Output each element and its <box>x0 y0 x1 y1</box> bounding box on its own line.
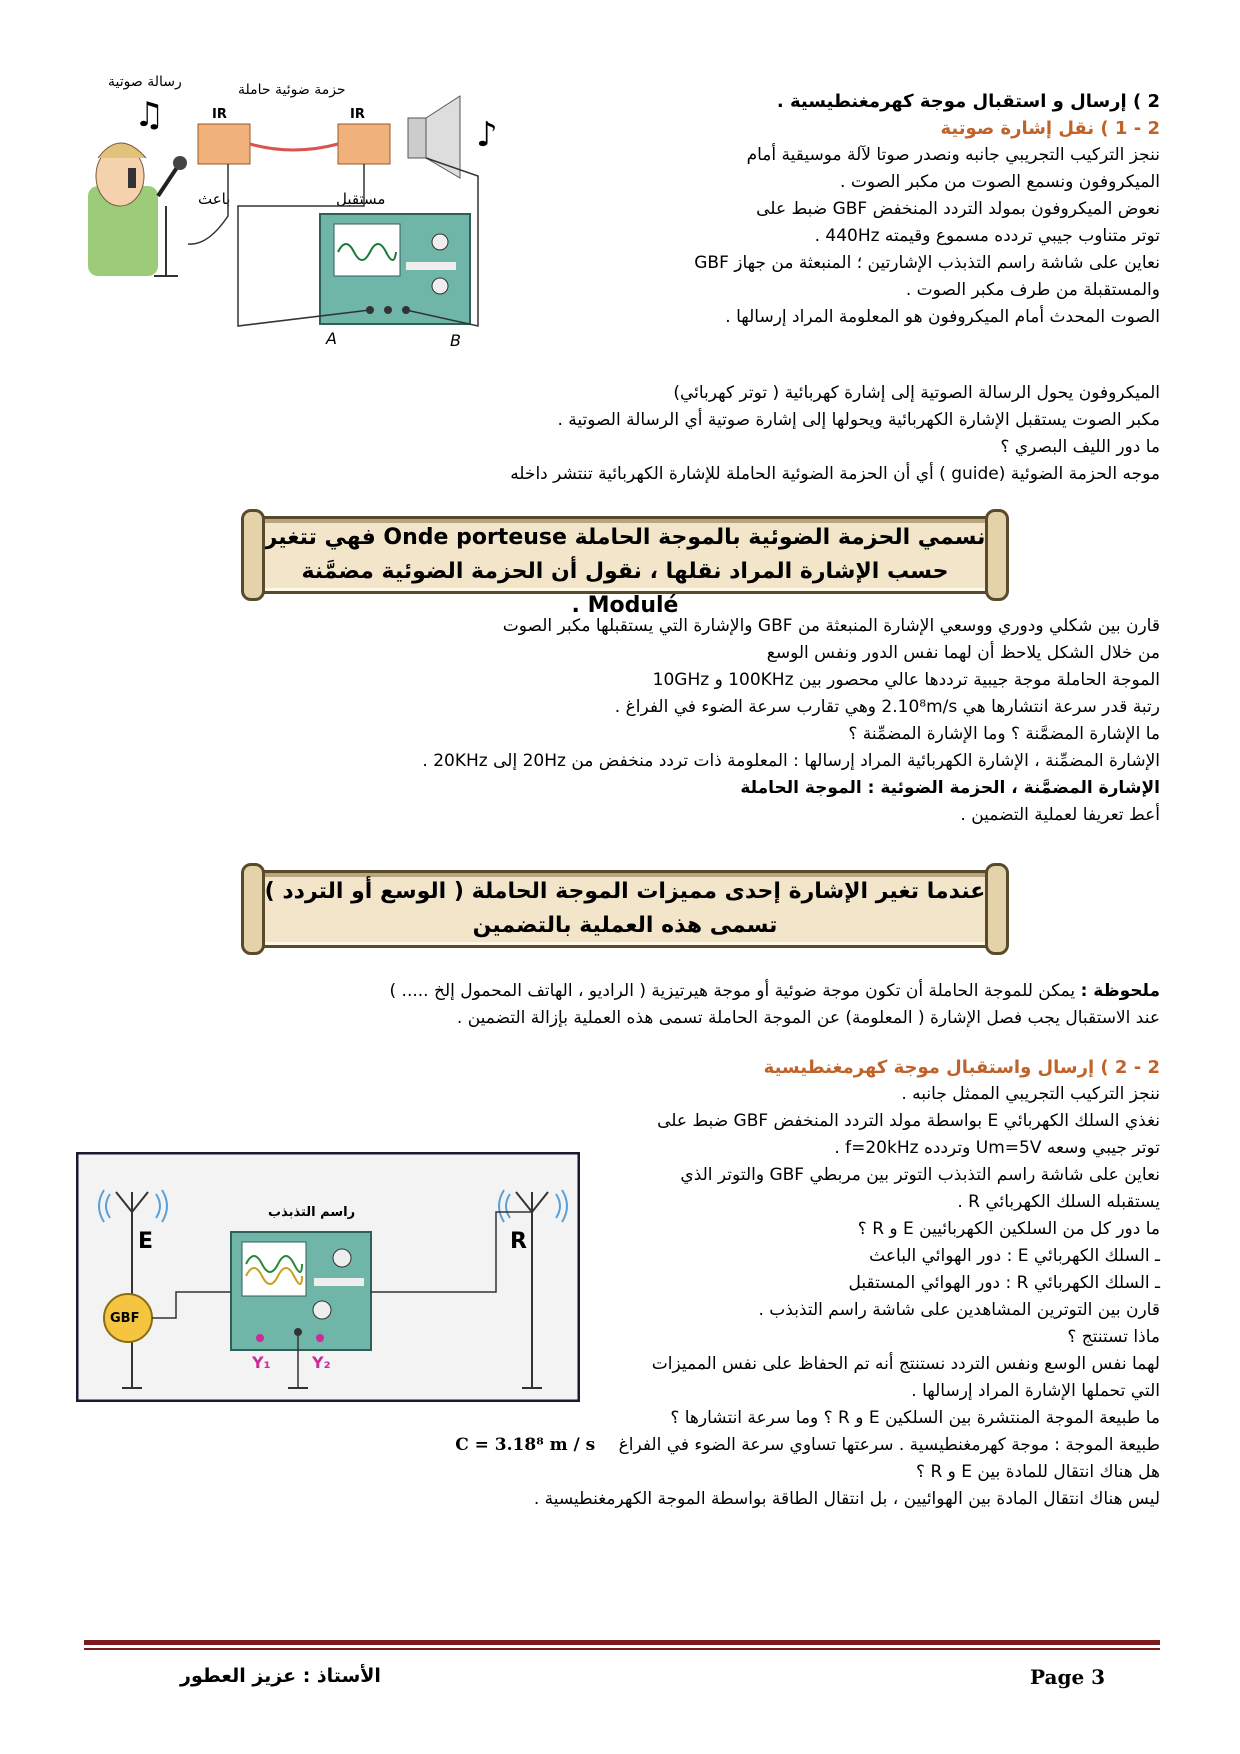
section3-line: ـ السلك الكهربائي R : دور الهوائي المستقبل <box>848 1273 1160 1293</box>
label-gbf: GBF <box>110 1311 140 1326</box>
section3-line: هل هناك انتقال للمادة بين E و R ؟ <box>916 1462 1160 1482</box>
definition-box-carrier <box>254 516 996 618</box>
section1-line: الميكروفون ونسمع الصوت من مكبر الصوت . <box>840 172 1160 192</box>
section1-line: توتر متناوب جيبي تردده مسموع وقيمته 440Hz . <box>814 226 1160 246</box>
box2-line1: عندما تغير الإشارة إحدى مميزات الموجة الحاملة ( الوسع أو التردد ) <box>264 879 986 904</box>
section1-title: 2 ) إرسال و استقبال موجة كهرمغنطيسية . <box>776 91 1160 112</box>
footer-author: الأستاذ : عزيز العطور <box>180 1665 381 1687</box>
section2-line: ما الإشارة المضمَّنة ؟ وما الإشارة المضمِّنة ؟ <box>848 724 1160 744</box>
label-message: رسالة صوتية <box>108 74 182 90</box>
section3-speed-text: طبيعة الموجة : موجة كهرمغنطيسية . سرعتها تساوي سرعة الضوء في الفراغ <box>618 1435 1160 1455</box>
label-oscilloscope: راسم التذبذب <box>268 1205 356 1220</box>
section2-line: رتبة قدر سرعة انتشارها هي 2.10⁸m/s وهي تقارب سرعة الضوء في الفراغ . <box>614 697 1160 717</box>
label-receiver: مستقبل <box>336 190 386 208</box>
label-r: R <box>510 1229 527 1254</box>
footer-divider <box>84 1640 1160 1645</box>
section2-line: الإشارة المضمِّنة ، الإشارة الكهربائية المراد إرسالها : المعلومة ذات تردد منخفض من 20Hz إلى 20KHz . <box>422 751 1160 771</box>
section3-subtitle: 2 - 2 ) إرسال واستقبال موجة كهرمغنطيسية <box>763 1057 1160 1078</box>
microphone-icon <box>154 156 187 276</box>
section3-line: ننجز التركيب التجريبي الممثل جانبه . <box>901 1084 1160 1104</box>
speed-formula: C = 3.18⁸ m / s <box>455 1435 596 1455</box>
section3-line: لهما نفس الوسع ونفس التردد نستنتج أنه تم الحفاظ على نفس المميزات <box>651 1354 1160 1374</box>
ir-label-left: IR <box>212 107 227 122</box>
section1-line2: مكبر الصوت يستقبل الإشارة الكهربائية ويحولها إلى إشارة صوتية أي الرسالة الصوتية . <box>557 410 1160 430</box>
section3-line: ـ السلك الكهربائي E : دور الهوائي الباعث <box>869 1246 1160 1266</box>
label-beam: حزمة ضوئية حاملة <box>238 82 346 98</box>
person-icon <box>88 143 158 276</box>
section3-line: التي تحملها الإشارة المراد إرسالها . <box>911 1381 1160 1401</box>
section2-line: الإشارة المضمَّنة ، الحزمة الضوئية : الموجة الحاملة <box>740 778 1160 798</box>
optical-fiber <box>250 144 338 150</box>
oscilloscope-icon <box>320 214 470 324</box>
label-emitter: باعث <box>198 190 231 208</box>
label-b: B <box>450 331 461 350</box>
section3-line-speed <box>110 1432 1160 1459</box>
definition-box-modulation <box>254 870 996 948</box>
section1-explanation <box>160 380 1160 488</box>
section3-line: ليس هناك انتقال المادة بين الهوائيين ، بل انتقال الطاقة بواسطة الموجة الكهرمغنطيسية . <box>533 1489 1160 1509</box>
section3-line: ماذا تستنتج ؟ <box>1067 1327 1160 1347</box>
speaker-icon <box>408 96 460 178</box>
section3-line: نغذي السلك الكهربائي E بواسطة مولد التردد المنخفض GBF ضبط على <box>657 1111 1160 1131</box>
label-y2: Y₂ <box>312 1353 331 1372</box>
section2-line: من خلال الشكل يلاحظ أن لهما نفس الدور ونفس الوسع <box>766 643 1160 663</box>
section1-line: نعاين على شاشة راسم التذبذب الإشارتين ؛ المنبعثة من جهاز GBF <box>694 253 1160 273</box>
section1-line2: ما دور الليف البصري ؟ <box>1000 437 1160 457</box>
section3-line: قارن بين التوترين المشاهدين على شاشة راسم التذبذب . <box>758 1300 1160 1320</box>
box1-line1: نسمي الحزمة الضوئية بالموجة الحاملة Onde porteuse فهي تتغير <box>264 525 986 550</box>
receiver-box <box>338 124 390 164</box>
note-text: يمكن للموجة الحاملة أن تكون موجة ضوئية أو موجة هيرتيزية ( الراديو ، الهاتف المحمول إلخ ..... ) <box>389 981 1081 1001</box>
section3-line: يستقبله السلك الكهربائي R . <box>957 1192 1160 1212</box>
section1-line: والمستقبلة من طرف مكبر الصوت . <box>905 280 1160 300</box>
section3-line: ما دور كل من السلكين الكهربائيين E و R ؟ <box>857 1219 1160 1239</box>
section1-subtitle: 2 - 1 ) نقل إشارة صوتية <box>940 118 1160 139</box>
section1-line: نعوض الميكروفون بمولد التردد المنخفض GBF ضبط على <box>756 199 1160 219</box>
box2-line2: تسمى هذه العملية بالتضمين <box>472 913 778 938</box>
page-number: Page 3 <box>1030 1665 1106 1689</box>
box1-line2: حسب الإشارة المراد نقلها ، نقول أن الحزمة الضوئية مضمَّنة Modulé . <box>301 559 949 618</box>
section3-line: ما طبيعة الموجة المنتشرة بين السلكين E و R ؟ وما سرعة انتشارها ؟ <box>670 1408 1160 1428</box>
section2-line: الموجة الحاملة موجة جيبية ترددها عالي محصور بين 100KHz و 10GHz <box>652 670 1160 690</box>
section1-line2: موجه الحزمة الضوئية (guide ) أي أن الحزمة الضوئية الحاملة للإشارة الكهربائية تنتشر داخله <box>510 464 1160 484</box>
section1 <box>520 88 1160 331</box>
section1-line: الصوت المحدث أمام الميكروفون هو المعلومة المراد إرسالها . <box>725 307 1160 327</box>
label-y1: Y₁ <box>252 1353 271 1372</box>
figure-optical-transmission <box>88 66 558 366</box>
section2-line: أعط تعريفا لعملية التضمين . <box>960 805 1160 825</box>
music-note-icon-right: ♪ <box>476 115 498 155</box>
figure-optical-svg <box>88 66 558 366</box>
ir-label-right: IR <box>350 107 365 122</box>
section1-line: ننجز التركيب التجريبي جانبه ونصدر صوتا لآلة موسيقية أمام <box>746 145 1160 165</box>
section3-line: نعاين على شاشة راسم التذبذب التوتر بين مربطي GBF والتوتر الذي <box>680 1165 1160 1185</box>
section1-line2: الميكروفون يحول الرسالة الصوتية إلى إشارة كهربائية ( توتر كهربائي) <box>673 383 1160 403</box>
note <box>110 978 1160 1032</box>
music-note-icon: ♫ <box>134 95 165 135</box>
section2-line: قارن بين شكلي ودوري ووسعي الإشارة المنبعثة من GBF والإشارة التي يستقبلها مكبر الصوت <box>502 616 1160 636</box>
emitter-box <box>198 124 250 164</box>
section3-line: توتر جيبي وسعه Um=5V وتردده f=20kHz . <box>834 1138 1160 1158</box>
footer-divider-thin <box>84 1648 1160 1650</box>
note-line2: عند الاستقبال يجب فصل الإشارة ( المعلومة) عن الموجة الحاملة تسمى هذه العملية بإزالة التضمين . <box>456 1008 1160 1028</box>
label-a: A <box>326 329 337 348</box>
section2 <box>160 613 1160 829</box>
label-e: E <box>138 1229 154 1254</box>
section3 <box>110 1054 1160 1513</box>
note-label: ملحوظة : <box>1080 981 1160 1001</box>
note-line1 <box>110 978 1160 1005</box>
